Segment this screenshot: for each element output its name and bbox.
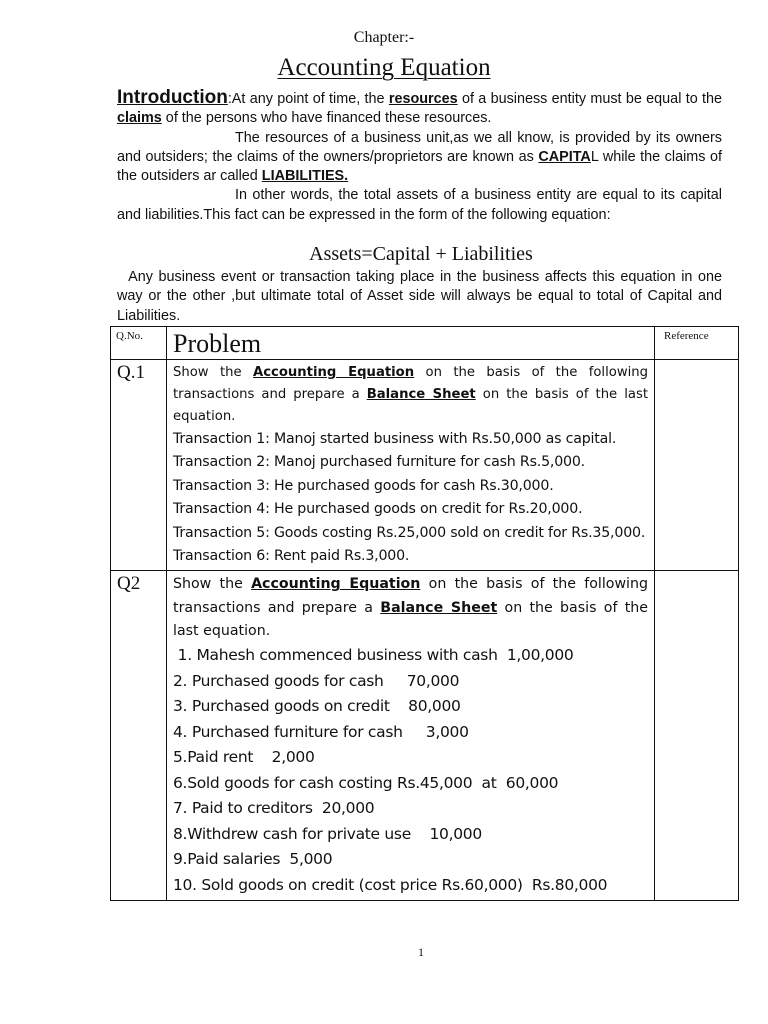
- intro-text: The resources of a business unit,as we all know, is provided by its owners and outsiders; the claims of the owners/proprietors are known as: [117, 129, 722, 165]
- q1-transaction: Transaction 4: He purchased goods on credit for Rs.20,000.: [173, 501, 583, 518]
- keyword-liabilities: LIABILITIES.: [261, 168, 349, 185]
- q2-problem: [167, 571, 655, 901]
- q2-reference: [655, 571, 739, 901]
- table-row-q1: [111, 360, 739, 571]
- q2-item: 6.Sold goods for cash costing Rs.45,000 at 60,000: [173, 773, 559, 792]
- q1-transaction: Transaction 5: Goods costing Rs.25,000 sold on credit for Rs.35,000.: [173, 524, 646, 541]
- q2-instruction: [173, 573, 648, 643]
- keyword-claims: claims: [117, 110, 162, 127]
- problem-table: [110, 326, 739, 901]
- intro-paragraph-1: [117, 88, 722, 129]
- explanation-text: Any business event or transaction taking place in the business affects this equation in one way or the other ,but ultimate total of Asset side will always be equal to total of Capital and Liabilities.: [117, 269, 723, 324]
- q1-transaction: Transaction 1: Manoj started business with Rs.50,000 as capital.: [173, 431, 617, 447]
- q2-item: 1. Mahesh commenced business with cash 1,00,000: [173, 646, 574, 665]
- intro-text: of the persons who have financed these resources.: [161, 110, 492, 127]
- equation-explanation: [117, 268, 722, 326]
- q2-item: 4. Purchased furniture for cash 3,000: [173, 722, 469, 741]
- introduction-section: [117, 88, 722, 225]
- keyword-balance-sheet: Balance Sheet: [366, 387, 476, 402]
- chapter-label: Chapter:-: [353, 29, 415, 46]
- q2-item: 5.Paid rent 2,000: [173, 748, 315, 767]
- instruction-text: Show the: [173, 365, 253, 380]
- table-row-q2: [111, 571, 739, 901]
- header-problem: Problem: [167, 327, 655, 360]
- q1-transaction: Transaction 6: Rent paid Rs.3,000.: [173, 548, 410, 565]
- intro-paragraph-3: [117, 186, 722, 225]
- intro-text: :At any point of time, the: [227, 91, 389, 107]
- accounting-equation: Assets=Capital + Liabilities: [309, 243, 533, 265]
- instruction-text: on the basis of the following transactions and prepare a: [173, 365, 648, 402]
- q1-problem: [167, 360, 655, 571]
- instruction-text: on the basis of the last equation.: [173, 599, 648, 639]
- intro-text: In other words, the total assets of a business entity are equal to its capital and liabilities.This fact can be expressed in the form of the following equation:: [117, 187, 722, 223]
- q2-item: 8.Withdrew cash for private use 10,000: [173, 824, 482, 843]
- keyword-resources: resources: [388, 91, 458, 107]
- table-header-row: [111, 327, 739, 360]
- q1-reference: [655, 360, 739, 571]
- intro-heading: Introduction: [117, 87, 228, 108]
- q2-item: 7. Paid to creditors 20,000: [173, 799, 375, 818]
- instruction-text: on the basis of the last equation.: [173, 387, 648, 424]
- q2-item: 3. Purchased goods on credit 80,000: [173, 697, 461, 716]
- intro-text: L while the claims of the outsiders ar called: [117, 148, 722, 185]
- header-qno: Q.No.: [111, 327, 167, 360]
- page-title: [0, 54, 768, 82]
- q2-item: 10. Sold goods on credit (cost price Rs.60,000) Rs.80,000: [173, 875, 608, 894]
- q1-transaction: Transaction 3: He purchased goods for cash Rs.30,000.: [173, 477, 554, 494]
- q2-item: 2. Purchased goods for cash 70,000: [173, 671, 460, 690]
- page-number: 1: [418, 945, 424, 959]
- q1-transaction: Transaction 2: Manoj purchased furniture for cash Rs.5,000.: [173, 454, 585, 471]
- intro-text: of a business entity must be equal to the: [457, 91, 723, 107]
- intro-paragraph-2: [117, 129, 722, 187]
- q2-label: Q2: [111, 571, 167, 901]
- q2-item: 9.Paid salaries 5,000: [173, 850, 333, 869]
- q1-label: Q.1: [111, 360, 167, 571]
- keyword-balance-sheet: Balance Sheet: [380, 599, 498, 616]
- keyword-accounting-equation: Accounting Equation: [253, 365, 415, 380]
- q1-instruction: [173, 362, 648, 428]
- page-title-text: Accounting Equation: [277, 54, 491, 81]
- instruction-text: Show the: [173, 576, 252, 593]
- instruction-text: on the basis of the following transactions and prepare a: [173, 576, 648, 616]
- keyword-accounting-equation: Accounting Equation: [251, 576, 421, 593]
- header-reference: Reference: [655, 327, 739, 360]
- keyword-capital: CAPITA: [538, 148, 591, 165]
